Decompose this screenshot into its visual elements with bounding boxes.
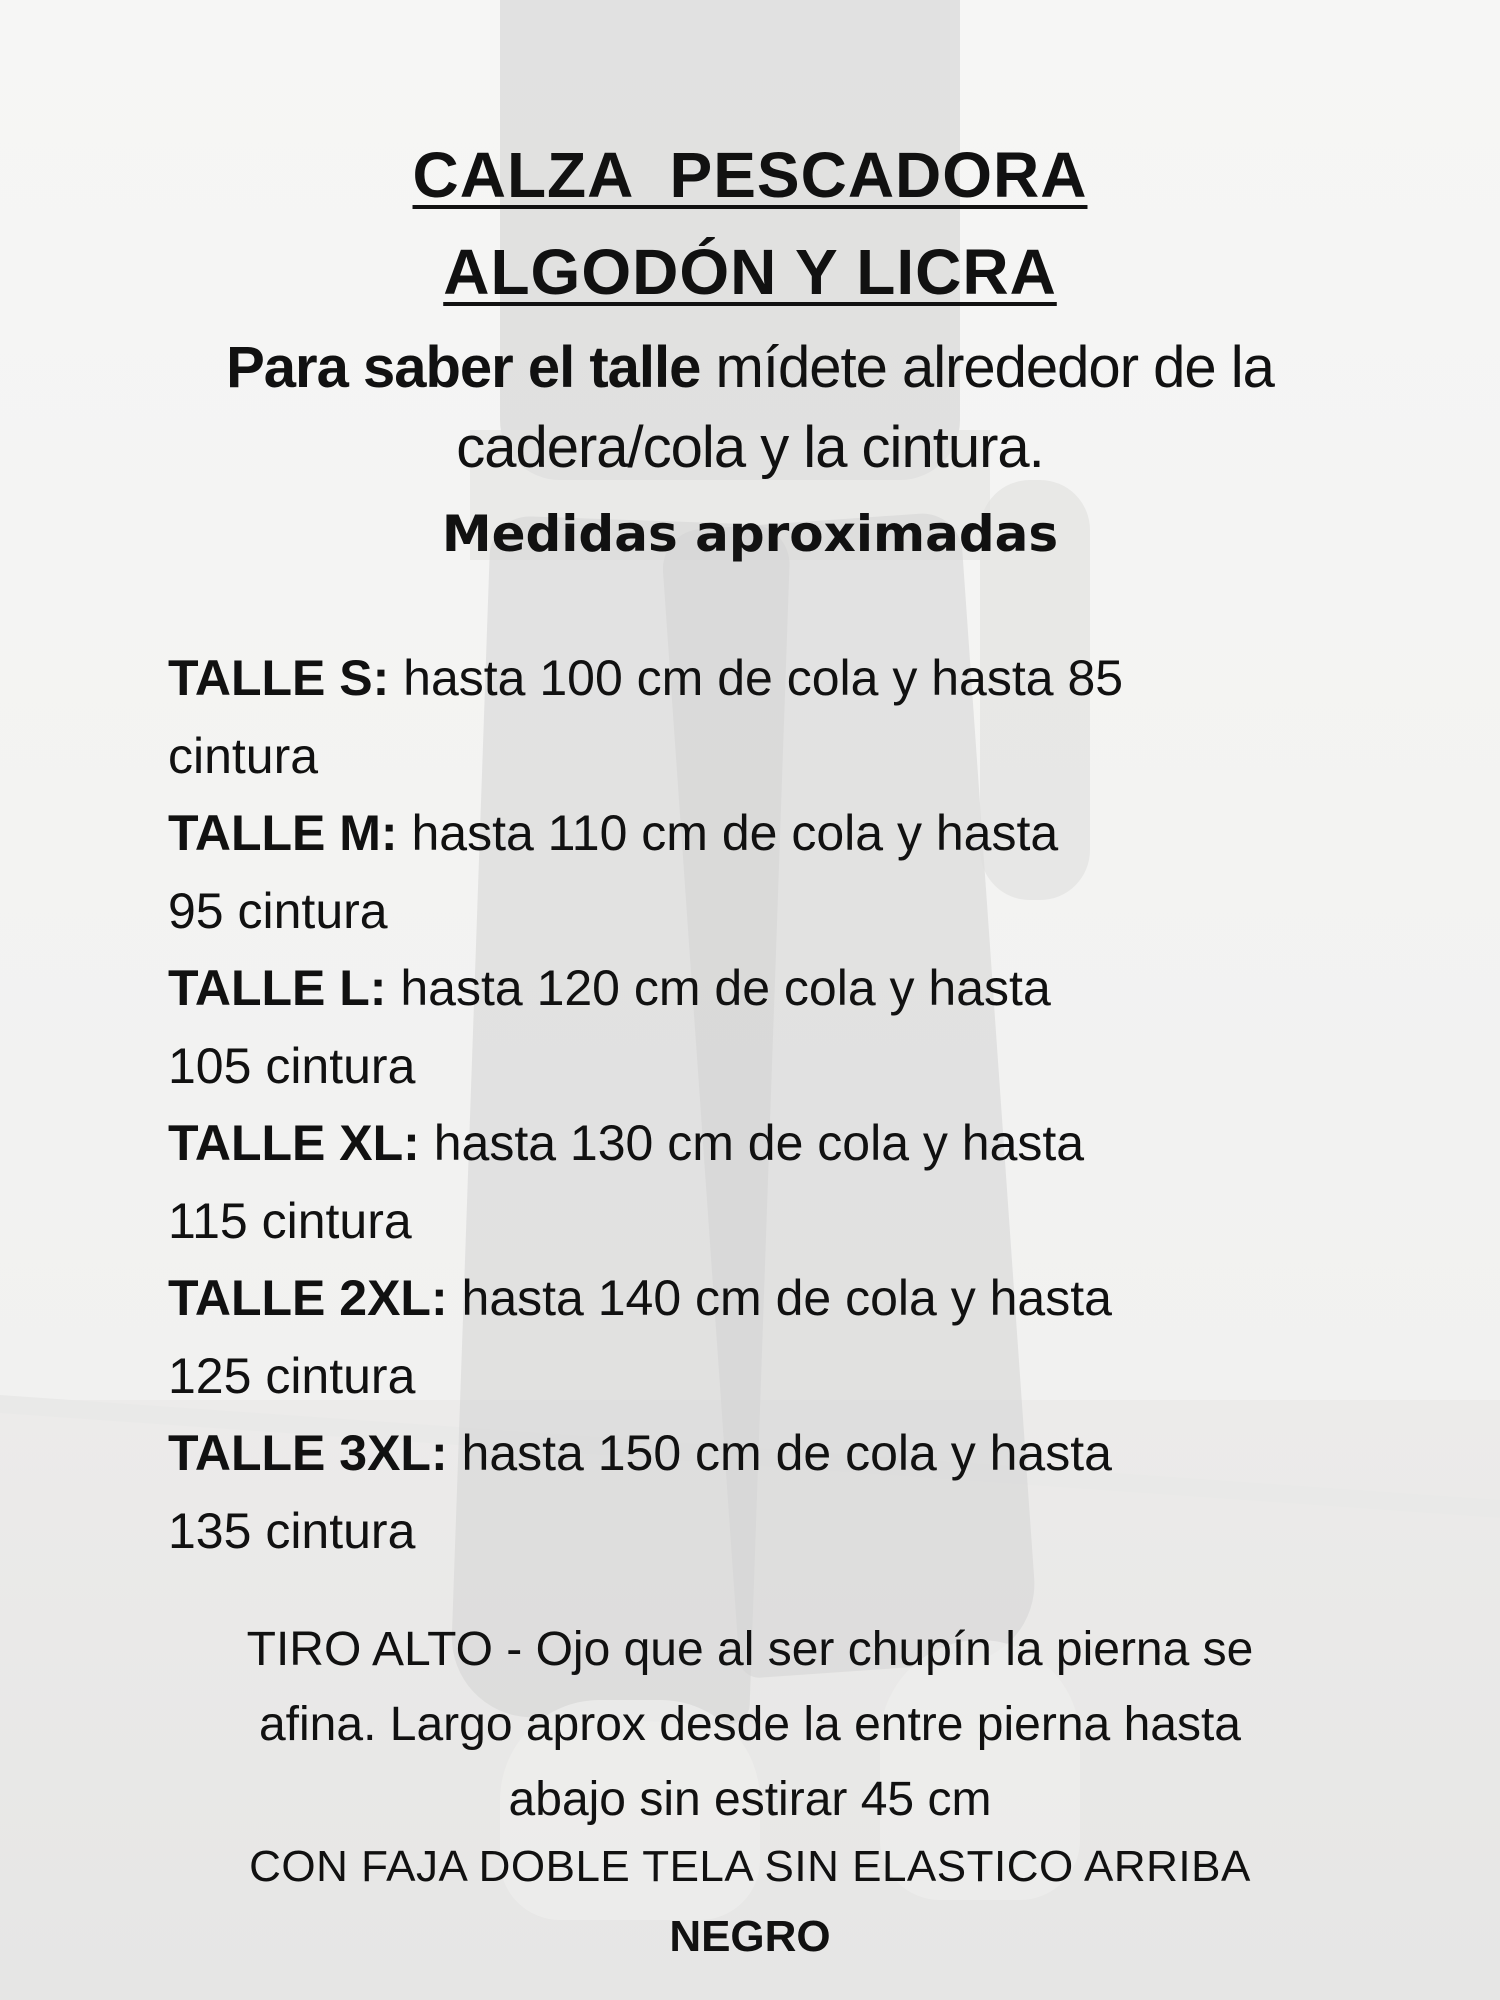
size-row-s — [168, 640, 1308, 795]
size-desc-cont: cintura — [168, 727, 319, 784]
size-desc-cont: 105 cintura — [168, 1037, 416, 1094]
fit-note-line2: afina. Largo aprox desde la entre pierna hasta — [258, 1698, 1241, 1751]
color-label: NEGRO — [669, 1912, 831, 1961]
size-label: TALLE 2XL: — [168, 1270, 448, 1326]
size-row-l — [168, 950, 1308, 1105]
size-desc-cont: 135 cintura — [168, 1502, 416, 1559]
size-desc-cont: 125 cintura — [168, 1347, 416, 1404]
product-title-line1: CALZA PESCADORA — [412, 139, 1088, 211]
size-desc: hasta 150 cm de cola y hasta — [447, 1425, 1112, 1481]
size-label: TALLE M: — [168, 805, 398, 861]
waistband-note: CON FAJA DOBLE TELA SIN ELASTICO ARRIBA — [249, 1842, 1251, 1891]
fit-notes — [150, 1612, 1350, 1837]
size-desc: hasta 130 cm de cola y hasta — [419, 1115, 1085, 1171]
size-desc: hasta 110 cm de cola y hasta — [397, 805, 1059, 861]
product-title-line2: ALGODÓN Y LICRA — [443, 236, 1057, 308]
size-instructions-bold: Para saber el talle — [226, 335, 701, 400]
size-instructions-text: mídete alrededor de la cadera/cola y la cintura. — [456, 335, 1274, 480]
size-row-2xl — [168, 1260, 1308, 1415]
size-desc-cont: 115 cintura — [168, 1192, 412, 1249]
size-row-3xl — [168, 1415, 1308, 1570]
fit-note-line3: abajo sin estirar 45 cm — [508, 1773, 992, 1826]
measurements-heading: Medidas aproximadas — [441, 505, 1059, 563]
size-instructions — [150, 328, 1350, 488]
size-desc-cont: 95 cintura — [168, 882, 388, 939]
size-list — [168, 640, 1308, 1570]
size-desc: hasta 140 cm de cola y hasta — [447, 1270, 1112, 1326]
size-label: TALLE XL: — [168, 1115, 420, 1171]
size-row-m — [168, 795, 1308, 950]
size-desc: hasta 120 cm de cola y hasta — [386, 960, 1051, 1016]
size-desc: hasta 100 cm de cola y hasta 85 — [389, 650, 1124, 706]
size-label: TALLE L: — [168, 960, 387, 1016]
size-row-xl — [168, 1105, 1308, 1260]
size-label: TALLE 3XL: — [168, 1425, 448, 1481]
size-label: TALLE S: — [168, 650, 390, 706]
fit-note-line1: TIRO ALTO - Ojo que al ser chupín la pierna se — [246, 1623, 1254, 1676]
